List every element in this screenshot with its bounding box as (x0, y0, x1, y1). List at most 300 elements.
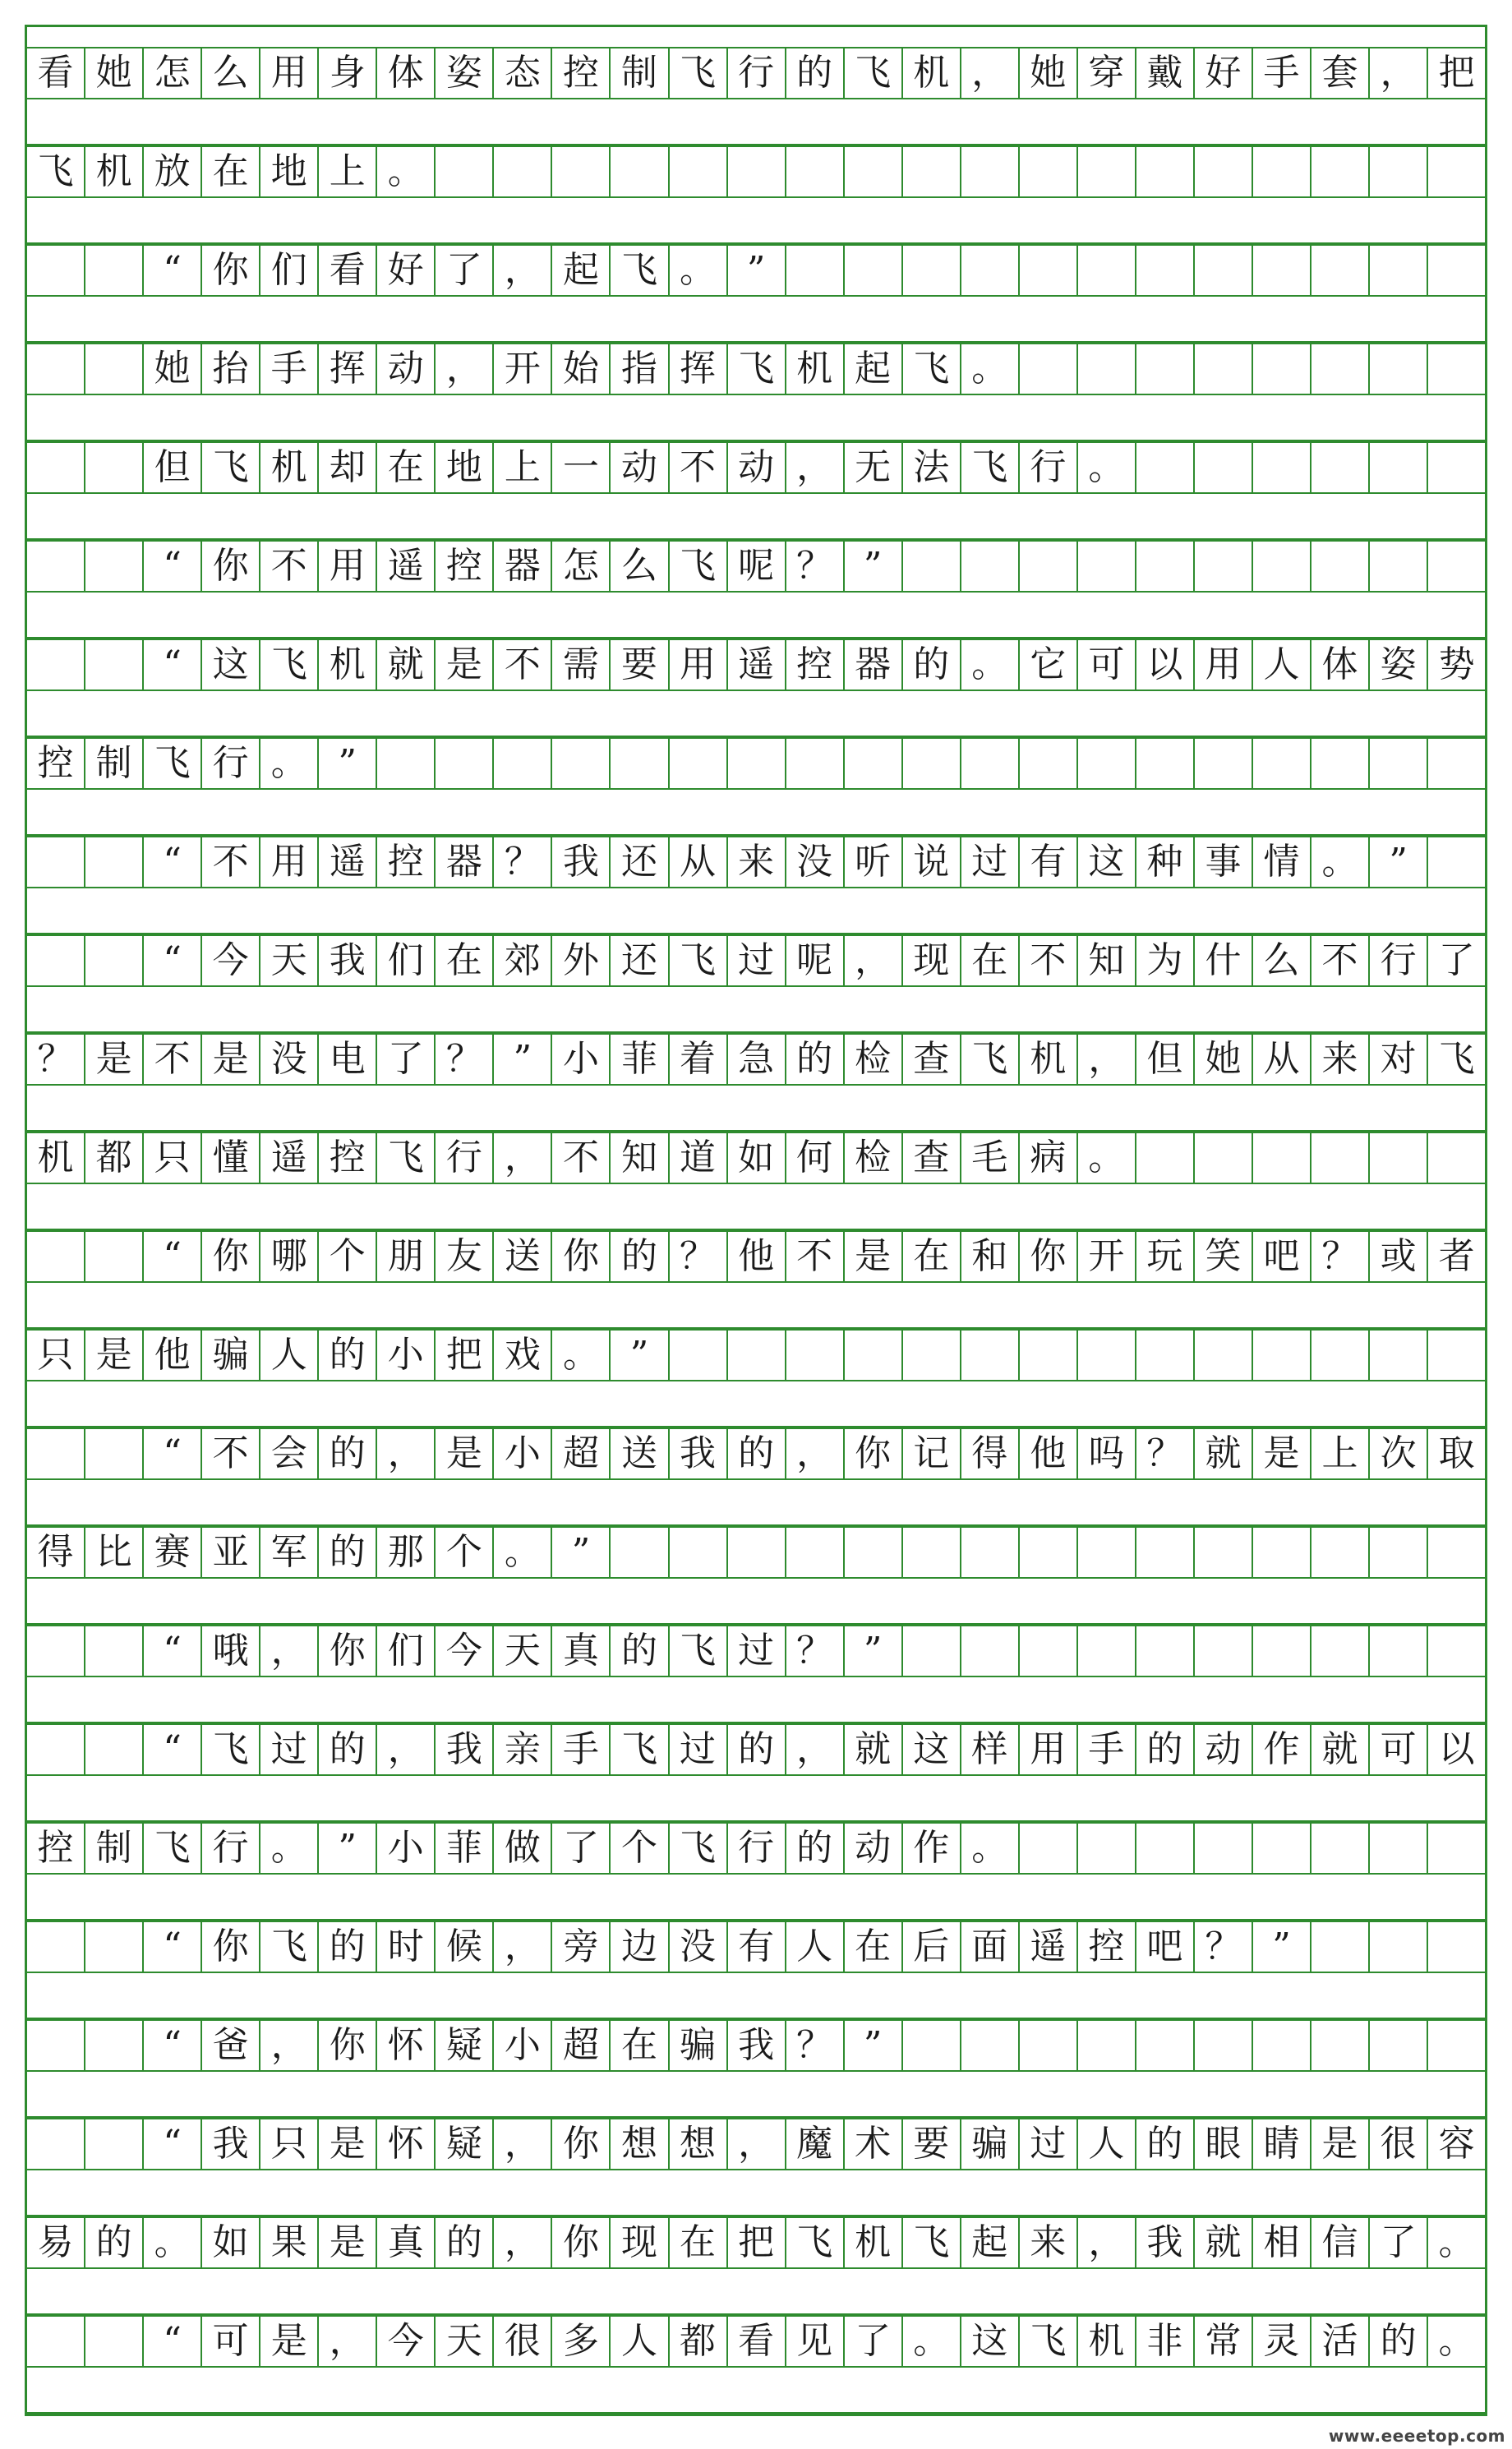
row-gap (27, 691, 1485, 737)
grid-row (27, 737, 1485, 790)
grid-cell (27, 542, 85, 591)
grid-cell: 起 (961, 2218, 1020, 2267)
grid-cell (85, 2021, 144, 2070)
grid-cell (1136, 2021, 1195, 2070)
grid-cell (1253, 542, 1311, 591)
grid-cell: ， (728, 2119, 786, 2169)
grid-cell: 人 (786, 1922, 845, 1972)
grid-cell (1428, 837, 1485, 887)
grid-cell: 友 (436, 1232, 494, 1281)
grid-cell: “ (144, 1232, 202, 1281)
grid-cell: 飞 (260, 1922, 319, 1972)
grid-cell: ， (494, 1922, 552, 1972)
grid-cell (1253, 1824, 1311, 1873)
grid-cell: 没 (670, 1922, 728, 1972)
grid-cell: 机 (786, 344, 845, 394)
grid-cell (1370, 1626, 1428, 1676)
grid-cell: 你 (319, 2021, 377, 2070)
grid-cell: 超 (552, 2021, 611, 2070)
grid-cell: 你 (202, 1922, 260, 1972)
grid-cell (436, 147, 494, 196)
grid-cell: 和 (961, 1232, 1020, 1281)
grid-cell: 控 (552, 48, 611, 98)
grid-cell: 天 (436, 2317, 494, 2366)
grid-cell (1370, 1922, 1428, 1972)
grid-cell: 。 (961, 344, 1020, 394)
grid-cell: 飞 (1020, 2317, 1078, 2366)
grid-cell (786, 1331, 845, 1380)
grid-cell (1136, 739, 1195, 788)
grid-cell: 睛 (1253, 2119, 1311, 2169)
grid-cell (1020, 1528, 1078, 1577)
grid-cell: 的 (1370, 2317, 1428, 2366)
grid-cell: ， (319, 2317, 377, 2366)
grid-cell (27, 443, 85, 492)
grid-cell: 了 (436, 246, 494, 295)
grid-cell: 行 (202, 739, 260, 788)
grid-cell: 看 (319, 246, 377, 295)
grid-cell: 对 (1370, 1035, 1428, 1084)
grid-cell: 控 (377, 837, 436, 887)
grid-cell (1195, 739, 1253, 788)
grid-cell: 在 (903, 1232, 961, 1281)
grid-cell: 动 (611, 443, 669, 492)
grid-cell: 放 (144, 147, 202, 196)
row-gap (27, 1381, 1485, 1427)
grid-cell (1428, 542, 1485, 591)
grid-cell: 飞 (202, 443, 260, 492)
grid-cell: 始 (552, 344, 611, 394)
grid-cell: 动 (728, 443, 786, 492)
grid-cell: 果 (260, 2218, 319, 2267)
grid-cell: ” (845, 542, 903, 591)
grid-cell: 怎 (144, 48, 202, 98)
grid-cell: 人 (1078, 2119, 1136, 2169)
grid-cell (1370, 443, 1428, 492)
grid-cell: 控 (319, 1133, 377, 1183)
grid-cell: “ (144, 1725, 202, 1774)
grid-cell (1311, 1922, 1370, 1972)
grid-cell: ？ (494, 837, 552, 887)
grid-cell: 哪 (260, 1232, 319, 1281)
grid-cell (961, 542, 1020, 591)
grid-cell (552, 739, 611, 788)
grid-cell: 。 (494, 1528, 552, 1577)
grid-cell: 机 (319, 640, 377, 690)
grid-cell: 态 (494, 48, 552, 98)
grid-cell: 真 (377, 2218, 436, 2267)
grid-cell (1195, 147, 1253, 196)
grid-cell: 不 (260, 542, 319, 591)
grid-row (27, 244, 1485, 297)
grid-cell: 比 (85, 1528, 144, 1577)
grid-cell: 不 (1311, 936, 1370, 985)
grid-cell: 多 (552, 2317, 611, 2366)
grid-row (27, 1230, 1485, 1283)
grid-row (27, 1132, 1485, 1184)
grid-cell: 机 (27, 1133, 85, 1183)
grid-cell: 要 (903, 2119, 961, 2169)
grid-cell (27, 1429, 85, 1478)
grid-cell (1078, 246, 1136, 295)
grid-cell: 穿 (1078, 48, 1136, 98)
grid-cell: 器 (845, 640, 903, 690)
grid-cell (1136, 443, 1195, 492)
grid-cell: 飞 (27, 147, 85, 196)
grid-cell: ， (786, 1429, 845, 1478)
grid-cell (1311, 542, 1370, 591)
grid-cell: 次 (1370, 1429, 1428, 1478)
grid-cell: 过 (1020, 2119, 1078, 2169)
grid-cell: 上 (1311, 1429, 1370, 1478)
grid-cell (1020, 2021, 1078, 2070)
grid-cell: 过 (670, 1725, 728, 1774)
grid-cell: 外 (552, 936, 611, 985)
grid-cell: ， (377, 1725, 436, 1774)
grid-cell (903, 1331, 961, 1380)
grid-cell (1020, 1824, 1078, 1873)
grid-cell: ？ (1311, 1232, 1370, 1281)
grid-cell: 是 (319, 2218, 377, 2267)
grid-cell (85, 1429, 144, 1478)
grid-cell (845, 1331, 903, 1380)
grid-cell: 是 (85, 1331, 144, 1380)
grid-cell (903, 739, 961, 788)
grid-cell: 他 (1020, 1429, 1078, 1478)
grid-cell: 怀 (377, 2119, 436, 2169)
grid-cell (1195, 1824, 1253, 1873)
grid-cell: 着 (670, 1035, 728, 1084)
grid-cell (85, 246, 144, 295)
grid-cell: ， (1078, 2218, 1136, 2267)
grid-cell: 样 (961, 1725, 1020, 1774)
grid-row (27, 145, 1485, 198)
row-gap (27, 1677, 1485, 1723)
grid-cell: 开 (1078, 1232, 1136, 1281)
grid-cell (27, 2317, 85, 2366)
grid-cell: 都 (85, 1133, 144, 1183)
grid-cell (494, 147, 552, 196)
grid-cell: 飞 (377, 1133, 436, 1183)
grid-cell (1428, 443, 1485, 492)
grid-cell: 手 (1253, 48, 1311, 98)
grid-cell: 无 (845, 443, 903, 492)
grid-cell: 机 (903, 48, 961, 98)
grid-cell: 可 (1078, 640, 1136, 690)
grid-cell: 遥 (728, 640, 786, 690)
row-gap (27, 1184, 1485, 1230)
grid-cell: 飞 (202, 1725, 260, 1774)
grid-cell: ， (1370, 48, 1428, 98)
grid-cell (903, 1626, 961, 1676)
grid-cell: 。 (961, 1824, 1020, 1873)
grid-cell: 在 (845, 1922, 903, 1972)
grid-cell: 。 (260, 1824, 319, 1873)
grid-cell (1370, 2021, 1428, 2070)
grid-cell: 如 (728, 1133, 786, 1183)
grid-cell: 作 (1253, 1725, 1311, 1774)
grid-cell: 么 (202, 48, 260, 98)
grid-cell (1136, 1331, 1195, 1380)
grid-cell (1311, 1626, 1370, 1676)
row-gap (27, 1283, 1485, 1329)
grid-cell (1370, 1528, 1428, 1577)
grid-cell (845, 739, 903, 788)
grid-cell: ” (319, 739, 377, 788)
grid-cell: 。 (670, 246, 728, 295)
grid-cell (1311, 443, 1370, 492)
grid-cell: 但 (1136, 1035, 1195, 1084)
grid-cell: 身 (319, 48, 377, 98)
grid-cell: ， (494, 1133, 552, 1183)
grid-cell (1195, 1528, 1253, 1577)
grid-cell (1370, 739, 1428, 788)
grid-cell: 从 (1253, 1035, 1311, 1084)
grid-cell: 机 (845, 2218, 903, 2267)
grid-cell: 种 (1136, 837, 1195, 887)
grid-cell: ， (377, 1429, 436, 1478)
grid-cell (1428, 1331, 1485, 1380)
grid-cell (1020, 1331, 1078, 1380)
grid-cell (1253, 246, 1311, 295)
grid-cell: 飞 (670, 542, 728, 591)
grid-cell (85, 1626, 144, 1676)
grid-cell (1370, 1824, 1428, 1873)
grid-cell (1195, 344, 1253, 394)
grid-cell: ， (1078, 1035, 1136, 1084)
grid-cell: “ (144, 2119, 202, 2169)
grid-cell: 看 (728, 2317, 786, 2366)
grid-cell: 来 (728, 837, 786, 887)
grid-row (27, 2019, 1485, 2072)
grid-cell: 飞 (961, 443, 1020, 492)
grid-cell (1311, 344, 1370, 394)
grid-cell: 制 (85, 739, 144, 788)
grid-cell: 毛 (961, 1133, 1020, 1183)
grid-cell: 不 (202, 1429, 260, 1478)
grid-cell: 戏 (494, 1331, 552, 1380)
row-gap (27, 1480, 1485, 1526)
grid-cell: 你 (202, 1232, 260, 1281)
grid-cell: 就 (1195, 2218, 1253, 2267)
grid-cell: 是 (436, 1429, 494, 1478)
grid-cell: ， (845, 936, 903, 985)
grid-cell (1311, 1528, 1370, 1577)
grid-cell: ” (728, 246, 786, 295)
grid-cell: 飞 (786, 2218, 845, 2267)
grid-cell (1253, 1528, 1311, 1577)
grid-cell (1428, 1133, 1485, 1183)
grid-cell: 哦 (202, 1626, 260, 1676)
grid-cell: 的 (319, 1528, 377, 1577)
grid-cell (27, 1626, 85, 1676)
grid-cell: 小 (377, 1331, 436, 1380)
grid-cell: 菲 (436, 1824, 494, 1873)
grid-cell: 遥 (377, 542, 436, 591)
grid-cell: ？ (786, 542, 845, 591)
grid-cell: “ (144, 246, 202, 295)
grid-cell: 你 (552, 1232, 611, 1281)
grid-cell: 我 (1136, 2218, 1195, 2267)
grid-cell (728, 739, 786, 788)
grid-cell: 吧 (1136, 1922, 1195, 1972)
grid-cell: 手 (260, 344, 319, 394)
grid-cell: 飞 (961, 1035, 1020, 1084)
grid-cell: 你 (552, 2218, 611, 2267)
grid-cell: 控 (786, 640, 845, 690)
grid-cell (1370, 1133, 1428, 1183)
grid-cell: 用 (319, 542, 377, 591)
grid-cell: 她 (144, 344, 202, 394)
grid-cell: 飞 (670, 936, 728, 985)
grid-cell (1428, 1528, 1485, 1577)
grid-cell (961, 1626, 1020, 1676)
grid-cell: 就 (1195, 1429, 1253, 1478)
grid-cell: 只 (144, 1133, 202, 1183)
grid-cell: 超 (552, 1429, 611, 1478)
row-gap (27, 198, 1485, 244)
grid-cell: 不 (670, 443, 728, 492)
manuscript-grid-sheet (25, 25, 1487, 2416)
row-gap (27, 2170, 1485, 2216)
grid-cell: 今 (436, 1626, 494, 1676)
grid-cell: 检 (845, 1133, 903, 1183)
grid-cell (1428, 246, 1485, 295)
grid-cell: 送 (611, 1429, 669, 1478)
grid-row (27, 1329, 1485, 1381)
grid-cell: 飞 (845, 48, 903, 98)
grid-cell: 一 (552, 443, 611, 492)
grid-cell: 飞 (260, 640, 319, 690)
grid-cell: 的 (319, 1429, 377, 1478)
grid-cell (1311, 246, 1370, 295)
grid-cell: 骗 (670, 2021, 728, 2070)
grid-cell: 地 (260, 147, 319, 196)
grid-cell: 得 (961, 1429, 1020, 1478)
grid-cell: 这 (202, 640, 260, 690)
grid-cell: 用 (260, 837, 319, 887)
grid-cell: 亲 (494, 1725, 552, 1774)
grid-cell: 。 (377, 147, 436, 196)
grid-cell: 送 (494, 1232, 552, 1281)
grid-cell (845, 246, 903, 295)
grid-cell: 是 (1311, 2119, 1370, 2169)
grid-cell: 用 (260, 48, 319, 98)
grid-cell: 都 (670, 2317, 728, 2366)
grid-cell: 飞 (670, 48, 728, 98)
grid-cell (1370, 1331, 1428, 1380)
grid-cell: 地 (436, 443, 494, 492)
grid-cell (1253, 147, 1311, 196)
grid-cell (611, 1528, 669, 1577)
grid-cell: ？ (670, 1232, 728, 1281)
grid-cell: 的 (786, 1035, 845, 1084)
grid-cell: ” (319, 1824, 377, 1873)
grid-cell: 制 (611, 48, 669, 98)
grid-cell (1311, 2021, 1370, 2070)
row-gap (27, 99, 1485, 145)
grid-cell: ？ (786, 1626, 845, 1676)
grid-cell: 知 (1078, 936, 1136, 985)
grid-cell: 魔 (786, 2119, 845, 2169)
grid-cell: “ (144, 1626, 202, 1676)
grid-cell: ， (786, 443, 845, 492)
grid-cell: 朋 (377, 1232, 436, 1281)
grid-cell: 么 (611, 542, 669, 591)
grid-cell: 亚 (202, 1528, 260, 1577)
grid-cell: 遥 (1020, 1922, 1078, 1972)
grid-row (27, 343, 1485, 395)
grid-cell: 从 (670, 837, 728, 887)
grid-cell (1370, 147, 1428, 196)
grid-cell: 行 (728, 48, 786, 98)
grid-cell: 在 (202, 147, 260, 196)
grid-cell (1311, 1824, 1370, 1873)
grid-cell: 这 (961, 2317, 1020, 2366)
grid-row (27, 441, 1485, 494)
grid-cell: 不 (144, 1035, 202, 1084)
grid-cell: 怀 (377, 2021, 436, 2070)
grid-cell: 行 (1020, 443, 1078, 492)
grid-cell (377, 739, 436, 788)
grid-cell (903, 542, 961, 591)
grid-cell: 她 (1195, 1035, 1253, 1084)
row-gap (27, 1875, 1485, 1921)
grid-cell: 把 (436, 1331, 494, 1380)
grid-cell: 的 (85, 2218, 144, 2267)
grid-row (27, 1427, 1485, 1480)
grid-cell (85, 1725, 144, 1774)
grid-cell: 以 (1438, 1728, 1475, 1770)
grid-cell (786, 246, 845, 295)
grid-cell: 候 (436, 1922, 494, 1972)
grid-cell: 指 (611, 344, 669, 394)
grid-cell: 取 (1438, 1432, 1475, 1474)
grid-cell: 小 (377, 1824, 436, 1873)
grid-cell: 在 (377, 443, 436, 492)
grid-cell (1078, 542, 1136, 591)
grid-cell: 不 (494, 640, 552, 690)
grid-cell: 吗 (1078, 1429, 1136, 1478)
grid-cell: 抬 (202, 344, 260, 394)
grid-cell: 姿 (436, 48, 494, 98)
grid-cell: ” (845, 2021, 903, 2070)
grid-cell: 们 (377, 1626, 436, 1676)
row-gap (27, 297, 1485, 343)
grid-cell: 你 (202, 246, 260, 295)
grid-cell: ？ (1195, 1922, 1253, 1972)
grid-cell: 知 (611, 1133, 669, 1183)
grid-cell (961, 147, 1020, 196)
grid-cell (1428, 1824, 1485, 1873)
grid-cell (903, 1528, 961, 1577)
grid-cell: 行 (436, 1133, 494, 1183)
grid-cell: 我 (670, 1429, 728, 1478)
grid-cell: 行 (1370, 936, 1428, 985)
grid-cell: 赛 (144, 1528, 202, 1577)
grid-cell: 的 (1136, 2119, 1195, 2169)
grid-cell (786, 1528, 845, 1577)
grid-cell: “ (144, 1429, 202, 1478)
grid-cell (670, 1331, 728, 1380)
grid-cell: 用 (1195, 640, 1253, 690)
grid-cell: 在 (670, 2218, 728, 2267)
grid-cell: 遥 (260, 1133, 319, 1183)
grid-cell (1311, 1331, 1370, 1380)
grid-cell: 的 (319, 1725, 377, 1774)
grid-cell: ， (494, 246, 552, 295)
grid-cell (1136, 1133, 1195, 1183)
